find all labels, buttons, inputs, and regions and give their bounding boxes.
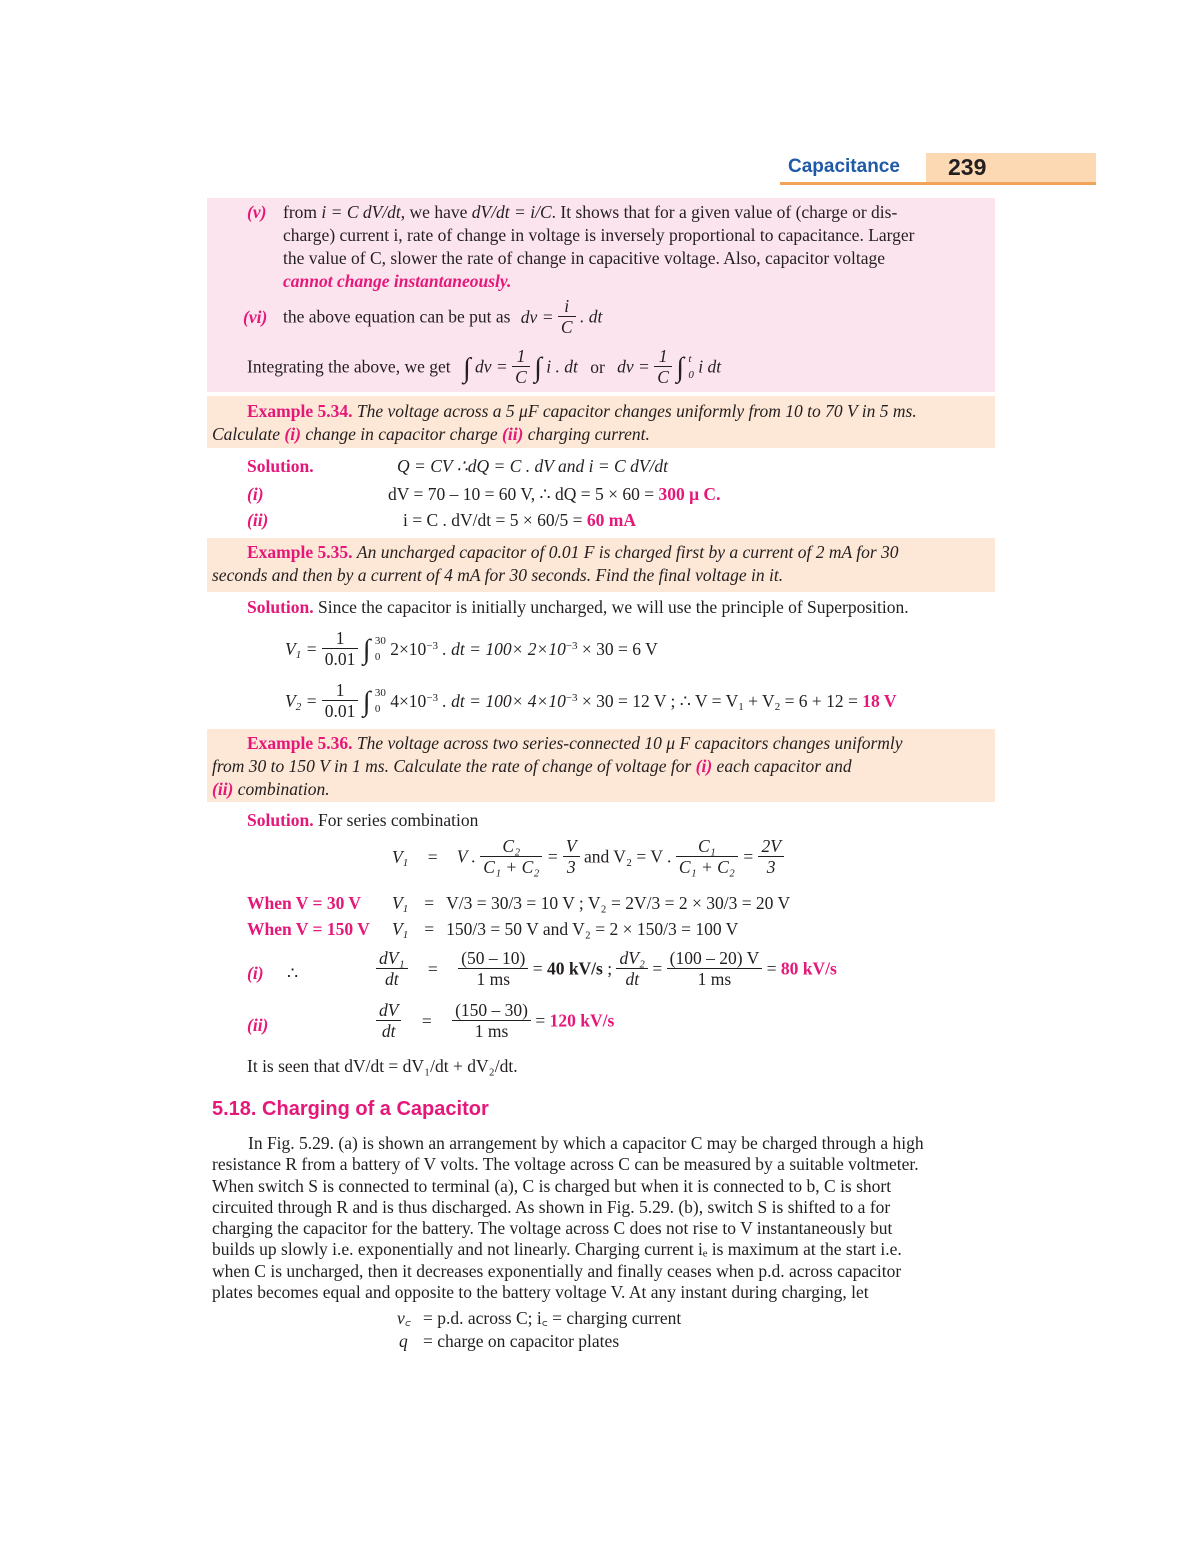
para-line: plates becomes equal and opposite to the battery voltage V. At any instant during charging, let xyxy=(212,1282,869,1303)
answer-120kVs: 120 kV/s xyxy=(549,1010,615,1031)
example-5-34-row3: i = C . dV/dt = 5 × 60/5 = 60 mA xyxy=(403,510,636,530)
example-5-36-line1: Example 5.36. The voltage across two series-connected 10 μ F capacitors changes uniformly xyxy=(247,733,903,753)
example-5-34-line1: Example 5.34. The voltage across a 5 μF capacitor changes uniformly from 10 to 70 V in 5 ms. xyxy=(247,401,917,421)
example-5-36-series-eq: $V_1 = V$ . $\frac{\text{C₂}}{\text{C₁ + C₂}}$ = $\frac{V}{3}$ and V₂ = V . $\frac{\text{C₁}}{\text{C₁ + C₂}}$ = $\frac{2V}{3}$ xyxy=(392,836,784,877)
example-5-35-v2-eq: $V_2$ = $\frac{1}{0.01}$ ∫ 30 0 $4\times 10^{-3}$ . dt = $100\times 4\times 10^{-3} \times 30 = 12$ V ; ∴ $V = V_1 + V_2 = 6 + 12 = 18$ V xyxy=(285,680,897,721)
integral-sign: ∫ xyxy=(362,686,371,718)
rate-i-therefore: ∴ xyxy=(287,963,299,983)
answer-40kVs: 40 kV/s xyxy=(546,958,603,979)
rate-ii-eq: $\frac{dV}{dt}$ = $\frac{(150 - 30)}{1 ms}$ = 120 kV/s xyxy=(376,1000,614,1041)
when-150v-label: When V = 150 V xyxy=(247,919,370,939)
para-line: When switch S is connected to terminal (a), C is charged but when it is connected to b, C is short xyxy=(212,1175,892,1196)
rate-ii-label: (ii) xyxy=(247,1015,269,1035)
superposition-note: It is seen that dV/dt = dV₁/dt + dV₂/dt. xyxy=(247,1056,518,1076)
integral-sign: ∫ xyxy=(676,352,684,384)
example-5-34-solution-label: Solution. xyxy=(247,456,314,476)
section-paragraph xyxy=(212,1133,990,1303)
when-30v-label: When V = 30 V xyxy=(247,893,362,913)
example-5-35-solution: Solution. Since the capacitor is initially uncharged, we will use the principle of Superposition. xyxy=(247,597,909,617)
answer-80kVs: 80 kV/s xyxy=(780,958,837,979)
example-5-36-solution: Solution. For series combination xyxy=(247,810,479,830)
para-line: In Fig. 5.29. (a) is shown an arrangement by which a capacitor C may be charged through a high xyxy=(248,1133,924,1153)
para-line: charging the capacitor for the battery. The voltage across C does not rise to V instantaneously but xyxy=(212,1218,893,1239)
item-vi-eq: the above equation can be put as dv = $\frac{i}{C}$ . dt xyxy=(283,296,603,337)
example-5-34-row3-label: (ii) xyxy=(247,510,269,530)
example-5-35-line2: seconds and then by a current of 4 mA for 30 seconds. Find the final voltage in it. xyxy=(212,565,784,585)
when-150v-eq: $V_1 = 150/3 = 50$ V and V₂ = 2 × 150/3 = 100 V xyxy=(392,919,739,941)
answer-60mA: 60 mA xyxy=(586,510,636,530)
definition-vc-symbol: v꜀ xyxy=(397,1308,411,1328)
para-line: when C is uncharged, then it decreases exponentially and finally ceases when p.d. across capacitor xyxy=(212,1260,902,1281)
integrating-line: Integrating the above, we get ∫ dv = $\frac{1}{C}$ ∫ i . dt or dv = $\frac{1}{C}$ ∫ t 0 i dt xyxy=(247,346,722,387)
item-v-label xyxy=(247,201,266,223)
item-vi-number: (vi) xyxy=(243,307,268,327)
item-v-line1: from i = C dV/dt, we have dV/dt = i/C. It shows that for a given value of (charge or dis- xyxy=(283,202,898,222)
chapter-title: Capacitance xyxy=(788,156,900,177)
example-5-35-v1-eq: $V_1$ = $\frac{1}{0.01}$ ∫ 30 0 $2\times 10^{-3}$ . dt = $100\times 2\times 10^{-3} \times 30 = 6$ V xyxy=(285,628,658,669)
definition-q-text: = charge on capacitor plates xyxy=(423,1331,620,1351)
item-vi-label xyxy=(243,306,267,328)
item-v-line4: cannot change instantaneously. xyxy=(283,271,512,291)
integral-sign: ∫ xyxy=(462,352,471,384)
example-5-36-line3: (ii) combination. xyxy=(212,779,330,799)
definition-q-symbol: q xyxy=(399,1331,408,1351)
answer-300uC: 300 μ C. xyxy=(658,484,721,504)
when-30v-eq: $V_1 = V/3 = 30/3 = 10$ V ; V₂ = 2V/3 = 2 × 30/3 = 20 V xyxy=(392,893,791,915)
example-5-34-line2: Calculate (i) change in capacitor charge (ii) charging current. xyxy=(212,424,650,444)
header-rule xyxy=(780,182,1096,185)
para-line: builds up slowly i.e. exponentially and not linearly. Charging current iₑ is maximum at the start i.e. xyxy=(212,1239,902,1260)
rate-i-eq: $\frac{\text{dV₁}}{dt}$ = $\frac{(50 - 10)}{1 ms}$ = 40 kV/s ; $\frac{\text{dV₂}}{dt}$ = $\frac{(100 - 20) V}{1 ms}$ = 80 kV/s xyxy=(376,948,837,989)
integral-sign: ∫ xyxy=(362,634,371,666)
section-heading: 5.18. Charging of a Capacitor xyxy=(212,1098,489,1120)
example-5-35-line1: Example 5.35. An uncharged capacitor of 0.01 F is charged first by a current of 2 mA for 30 xyxy=(247,542,899,562)
item-v-line2: charge) current i, rate of change in voltage is inversely proportional to capacitance. Larger xyxy=(283,225,915,245)
item-v-number: (v) xyxy=(247,202,267,222)
answer-18V: 18 V xyxy=(862,690,897,711)
example-5-34-row2: dV = 70 – 10 = 60 V, ∴ dQ = 5 × 60 = 300 μ C. xyxy=(388,484,721,504)
example-5-34-row1: Q = CV ∴dQ = C . dV and i = C dV/dt xyxy=(397,456,669,476)
example-5-36-line2: from 30 to 150 V in 1 ms. Calculate the rate of change of voltage for (i) each capacitor and xyxy=(212,756,852,776)
page-number: 239 xyxy=(948,154,987,180)
para-line: resistance R from a battery of V volts. The voltage across C can be measured by a suitable voltmeter. xyxy=(212,1154,919,1175)
definition-vc-text: = p.d. across C; i꜀ = charging current xyxy=(423,1308,682,1328)
integral-sign: ∫ xyxy=(534,352,542,384)
example-5-34-row2-label: (i) xyxy=(247,484,264,504)
para-line: circuited through R and is thus discharged. As shown in Fig. 5.29. (b), switch S is shifted to a for xyxy=(212,1196,891,1217)
rate-i-label: (i) xyxy=(247,963,264,983)
item-v-line3: the value of C, slower the rate of change in capacitive voltage. Also, capacitor voltage xyxy=(283,248,886,268)
